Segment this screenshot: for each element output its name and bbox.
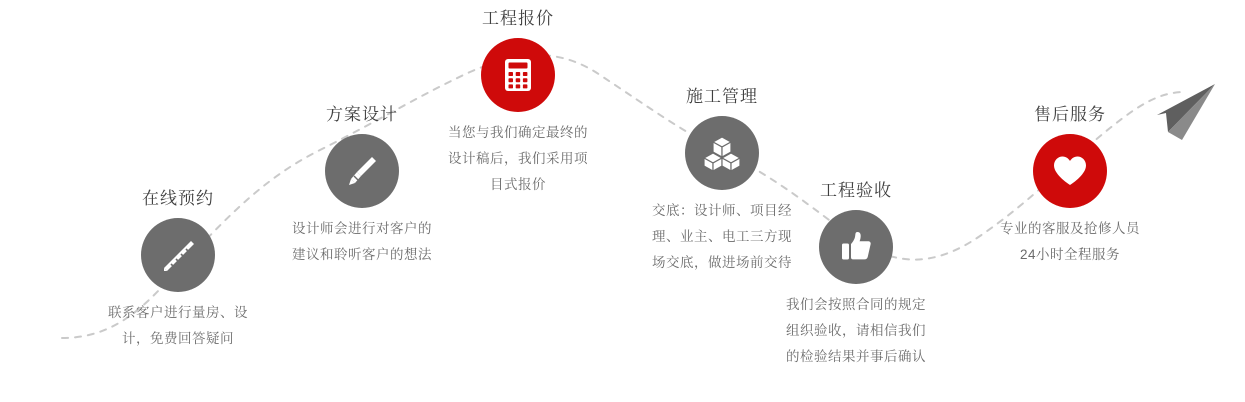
flow-step-plan-design[interactable]: [282, 104, 442, 268]
flow-step-project-quote[interactable]: [438, 8, 598, 198]
pen-icon: [325, 134, 399, 208]
step-description: 联系客户进行量房、设计，免费回答疑问: [108, 305, 248, 346]
step-title: 工程报价: [482, 9, 554, 28]
step-description: 交底：设计师、项目经理、业主、电工三方现场交底，做进场前交待: [652, 203, 792, 270]
step-description: 我们会按照合同的规定组织验收，请相信我们的检验结果并事后确认: [786, 297, 926, 364]
step-title: 在线预约: [142, 189, 214, 208]
flow-step-project-acceptance[interactable]: [776, 180, 936, 370]
step-description: 专业的客服及抢修人员24小时全程服务: [1000, 221, 1140, 262]
calculator-icon: [481, 38, 555, 112]
step-title: 工程验收: [820, 181, 892, 200]
step-title: 方案设计: [326, 105, 398, 124]
flow-step-online-booking[interactable]: [98, 188, 258, 352]
step-description: 当您与我们确定最终的设计稿后，我们采用项目式报价: [448, 125, 588, 192]
step-title: 售后服务: [1034, 105, 1106, 124]
step-title: 施工管理: [686, 87, 758, 106]
flow-step-after-sales-service[interactable]: [990, 104, 1150, 268]
arrow-head: [1157, 84, 1215, 140]
step-description: 设计师会进行对客户的建议和聆听客户的想法: [292, 221, 432, 262]
heart-icon: [1033, 134, 1107, 208]
ruler-icon: [141, 218, 215, 292]
boxes-icon: [685, 116, 759, 190]
thumbs-up-icon: [819, 210, 893, 284]
